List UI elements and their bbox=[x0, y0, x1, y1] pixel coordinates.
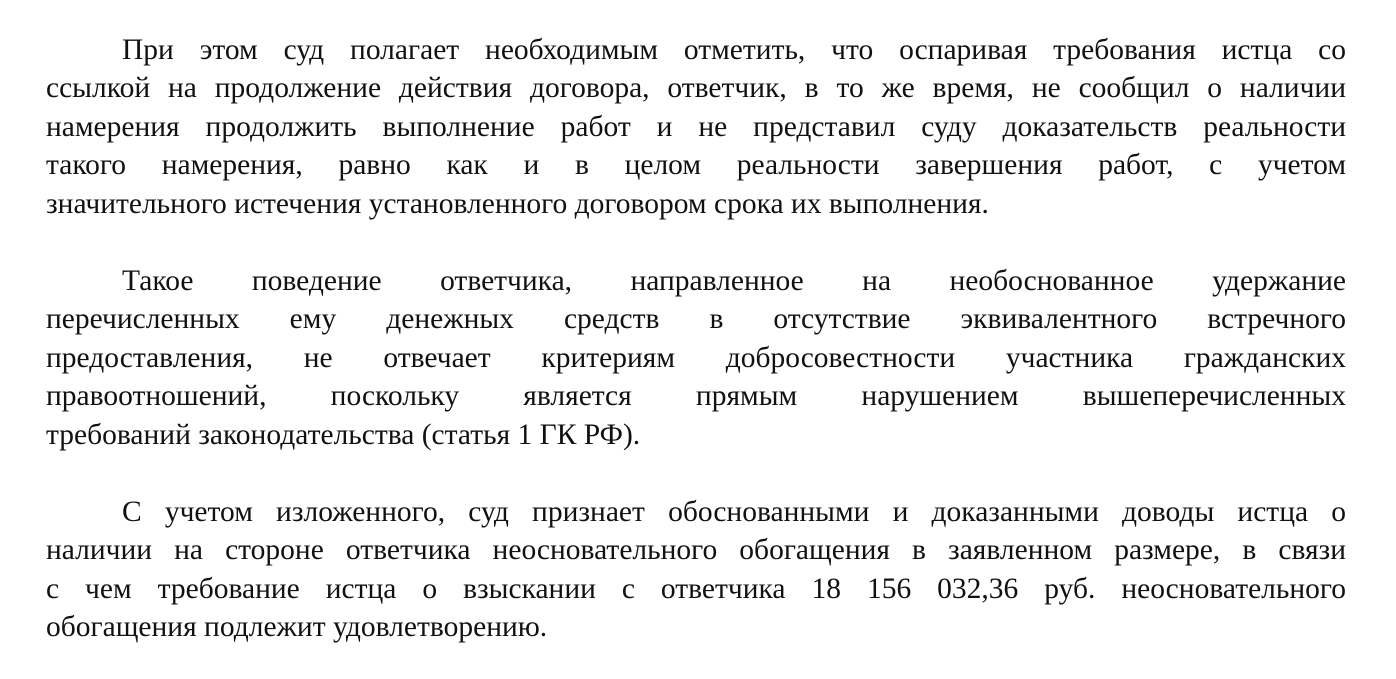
paragraph-3 bbox=[46, 493, 1346, 647]
paragraph-1 bbox=[46, 31, 1346, 223]
text-line: При этом суд полагает необходимым отметить, что оспаривая требования истца со bbox=[122, 34, 1346, 66]
text-line: значительного истечения установленного договором срока их выполнения. bbox=[46, 187, 989, 220]
text-line: предоставления, не отвечает критериям добросовестности участника гражданских bbox=[46, 341, 1346, 374]
text-line: такого намерения, равно как и в целом реальности завершения работ, с учетом bbox=[46, 149, 1346, 182]
text-line: намерения продолжить выполнение работ и не представил суду доказательств реальности bbox=[46, 110, 1346, 143]
paragraph-2 bbox=[46, 262, 1346, 454]
text-line: требований законодательства (статья 1 ГК РФ). bbox=[46, 418, 641, 451]
text-line: Такое поведение ответчика, направленное на необоснованное удержание bbox=[122, 264, 1346, 297]
text-line: наличии на стороне ответчика неосновательного обогащения в заявленном размере, в связи bbox=[46, 534, 1346, 567]
document-page bbox=[46, 31, 1346, 647]
text-line: перечисленных ему денежных средств в отсутствие эквивалентного встречного bbox=[46, 303, 1346, 336]
text-line: правоотношений, поскольку является прямым нарушением вышеперечисленных bbox=[46, 380, 1346, 413]
text-line: обогащения подлежит удовлетворению. bbox=[46, 611, 548, 644]
text-line: ссылкой на продолжение действия договора, ответчик, в то же время, не сообщил о наличии bbox=[46, 72, 1346, 105]
text-line: С учетом изложенного, суд признает обоснованными и доказанными доводы истца о bbox=[122, 495, 1346, 528]
text-line: с чем требование истца о взыскании с ответчика 18 156 032,36 руб. неосновательного bbox=[46, 572, 1346, 605]
